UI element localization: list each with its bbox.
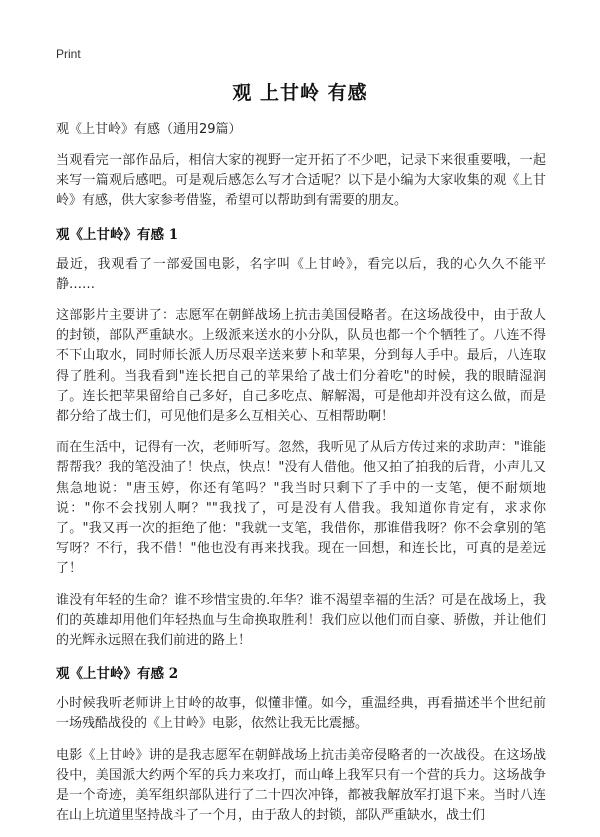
intro-paragraph: 当观看完一部作品后，相信大家的视野一定开拓了不少吧，记录下来很重要哦，一起来写一篇观后感吧。可是观后感怎么写才合适呢？以下是小编为大家收集的观《上甘岭》有感，供大家参考借鉴，希望可以帮助到有需要的朋友。: [56, 153, 546, 209]
section-heading-1: 观《上甘岭》有感 1: [56, 226, 179, 243]
paragraph: 而在生活中，记得有一次，老师听写。忽然，我听见了从后方传过来的求助声："谁能帮帮我？我的笔没油了！快点，快点！"没有人借他。他又拍了拍我的后背，小声儿又焦急地说："唐玉婷，你还有笔吗？"我当时只剩下了手中的一支笔，便不耐烦地说："你不会找别人啊？""我找了，可是没有人借我。我知道你肯定有，求求你了。"我又再一次的拒绝了他："我就一支笔，我借你，那谁借我呀？你不会拿别的笔写呀？不行，我不借！"他也没有再来找我。现在一回想，和连长比，可真的是差远了！: [56, 440, 546, 577]
paragraph: 谁没有年轻的生命？谁不珍惜宝贵的.年华？谁不渴望幸福的生活？可是在战场上，我们的英雄却用他们年轻热血与生命换取胜利！我们应以他们而自豪、骄傲，并让他们的光辉永远照在我们前进的路上！: [56, 592, 546, 649]
section-heading-2: 观《上甘岭》有感 2: [56, 666, 179, 683]
page-title: 观 上甘岭 有感: [232, 82, 368, 104]
print-link[interactable]: Print: [56, 47, 81, 61]
article-body: [56, 120, 546, 837]
paragraph: 最近，我观看了一部爱国电影，名字叫《上甘岭》，看完以后，我的心久久不能平静……: [56, 256, 546, 292]
paragraph: 这部影片主要讲了：志愿军在朝鲜战场上抗击美国侵略者。在这场战役中，由于敌人的封锁，部队严重缺水。上级派来送水的小分队，队员也都一个个牺牲了。八连不得不下山取水，同时师长派人历尽艰辛送来萝卜和苹果，分到每人手中。最后，八连取得了胜利。当我看到"连长把自己的苹果给了战士们分着吃"的时候，我的眼睛湿润了。连长把苹果留给自己多好，自己多吃点、解解渴，可是他却并没有这么做，而是都分给了战士们，可见他们是多么互相关心、互相帮助啊！: [56, 308, 546, 425]
paragraph: 小时候我听老师讲上甘岭的故事，似懂非懂。如今，重温经典，再看描述半个世纪前一场残酷战役的《上甘岭》电影，依然让我无比震撼。: [56, 696, 546, 732]
paragraph: 电影《上甘岭》讲的是我志愿军在朝鲜战场上抗击美帝侵略者的一次战役。在这场战役中，美国派大约两个军的兵力来攻打，而山峰上我军只有一个营的兵力。这场战争是一个奇迹，美军组织部队进行了二十四次冲锋，都被我解放军打退下来。当时八连在山上坑道里坚持战斗了一个月，由于敌人的封锁，部队严重缺水，战士们: [56, 747, 546, 824]
article-subtitle: 观《上甘岭》有感（通用29篇）: [56, 122, 242, 137]
